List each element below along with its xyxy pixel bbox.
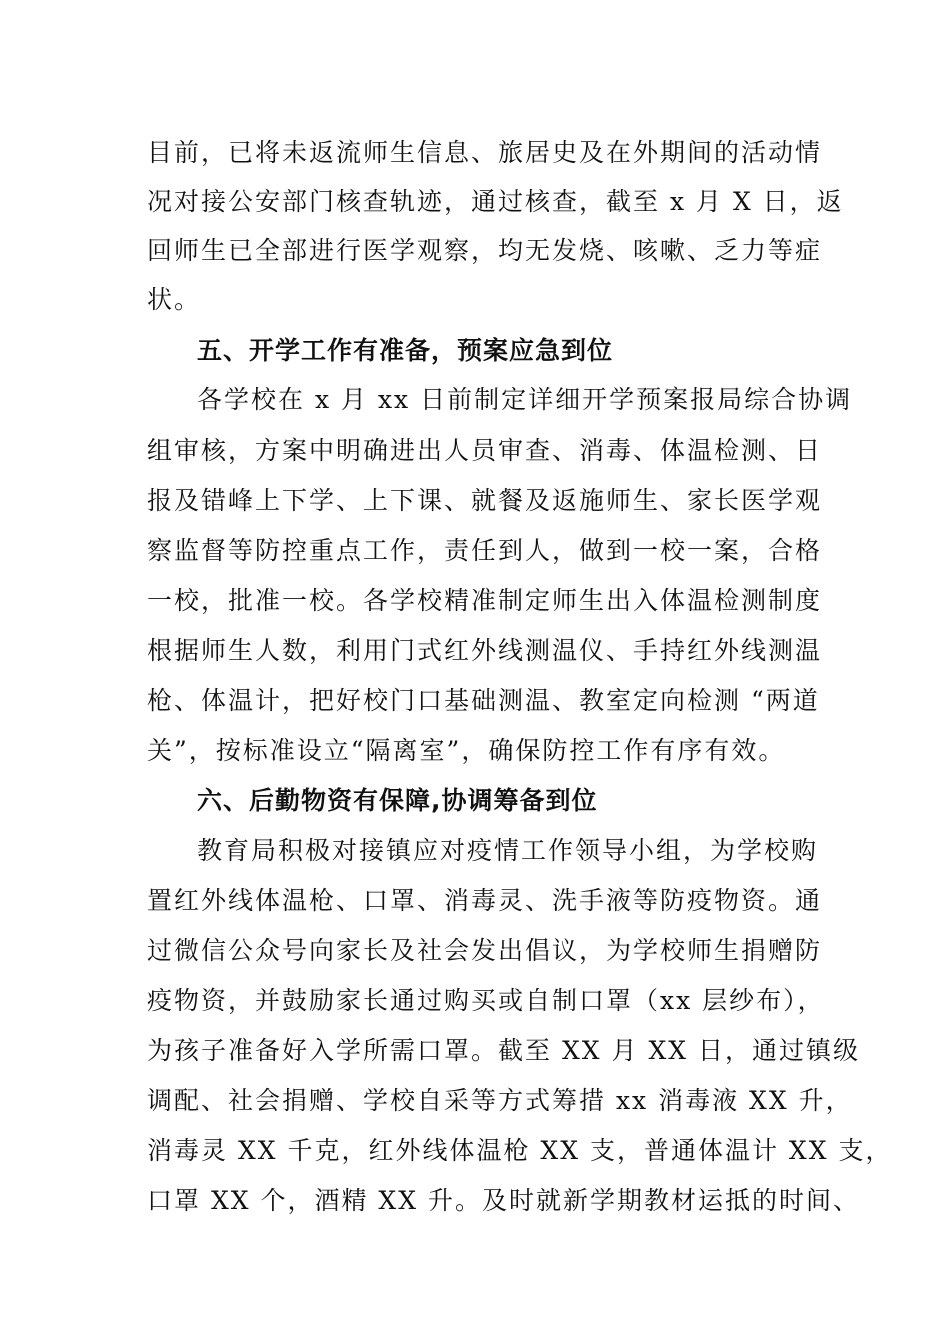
paragraph-line: 目前，已将未返流师生信息、旅居史及在外期间的活动情 bbox=[147, 138, 823, 167]
paragraph-line: 回师生已全部进行医学观察，均无发烧、咳嗽、乏力等症 bbox=[147, 236, 823, 265]
paragraph-line: 一校，批准一校。各学校精准制定师生出入体温检测制度 bbox=[147, 586, 823, 615]
paragraph-line: 口罩 XX 个，酒精 XX 升。及时就新学期教材运抵的时间、 bbox=[147, 1186, 860, 1215]
paragraph-line: 教育局积极对接镇应对疫情工作领导小组，为学校购 bbox=[197, 836, 819, 865]
paragraph-line: 状。 bbox=[147, 285, 202, 314]
paragraph-line: 疫物资，并鼓励家长通过购买或自制口罩（xx 层纱布）， bbox=[147, 986, 825, 1015]
paragraph-line: 消毒灵 XX 千克，红外线体温枪 XX 支，普通体温计 XX 支， bbox=[147, 1136, 893, 1165]
paragraph-line: 关”，按标准设立“隔离室”，确保防控工作有序有效。 bbox=[147, 736, 786, 765]
paragraph-line: 调配、社会捐赠、学校自采等方式筹措 xx 消毒液 XX 升， bbox=[147, 1086, 853, 1115]
paragraph-line: 为孩子准备好入学所需口罩。截至 XX 月 XX 日，通过镇级 bbox=[147, 1036, 860, 1065]
paragraph-line: 置红外线体温枪、口罩、消毒灵、洗手液等防疫物资。通 bbox=[147, 886, 823, 915]
section-heading: 六、后勤物资有保障,协调筹备到位 bbox=[197, 786, 598, 815]
paragraph-line: 枪、体温计，把好校门口基础测温、教室定向检测 “两道 bbox=[147, 686, 820, 715]
paragraph-line: 况对接公安部门核查轨迹，通过核查，截至 x 月 X 日，返 bbox=[147, 187, 844, 216]
paragraph-line: 过微信公众号向家长及社会发出倡议，为学校师生捐赠防 bbox=[147, 936, 823, 965]
paragraph-line: 察监督等防控重点工作，责任到人，做到一校一案，合格 bbox=[147, 536, 823, 565]
paragraph-line: 各学校在 x 月 xx 日前制定详细开学预案报局综合协调 bbox=[197, 385, 853, 414]
section-heading: 五、开学工作有准备，预案应急到位 bbox=[197, 336, 614, 365]
paragraph-line: 根据师生人数，利用门式红外线测温仪、手持红外线测温 bbox=[147, 636, 823, 665]
paragraph-line: 组审核，方案中明确进出人员审查、消毒、体温检测、日 bbox=[147, 436, 823, 465]
paragraph-line: 报及错峰上下学、上下课、就餐及返施师生、家长医学观 bbox=[147, 486, 823, 515]
